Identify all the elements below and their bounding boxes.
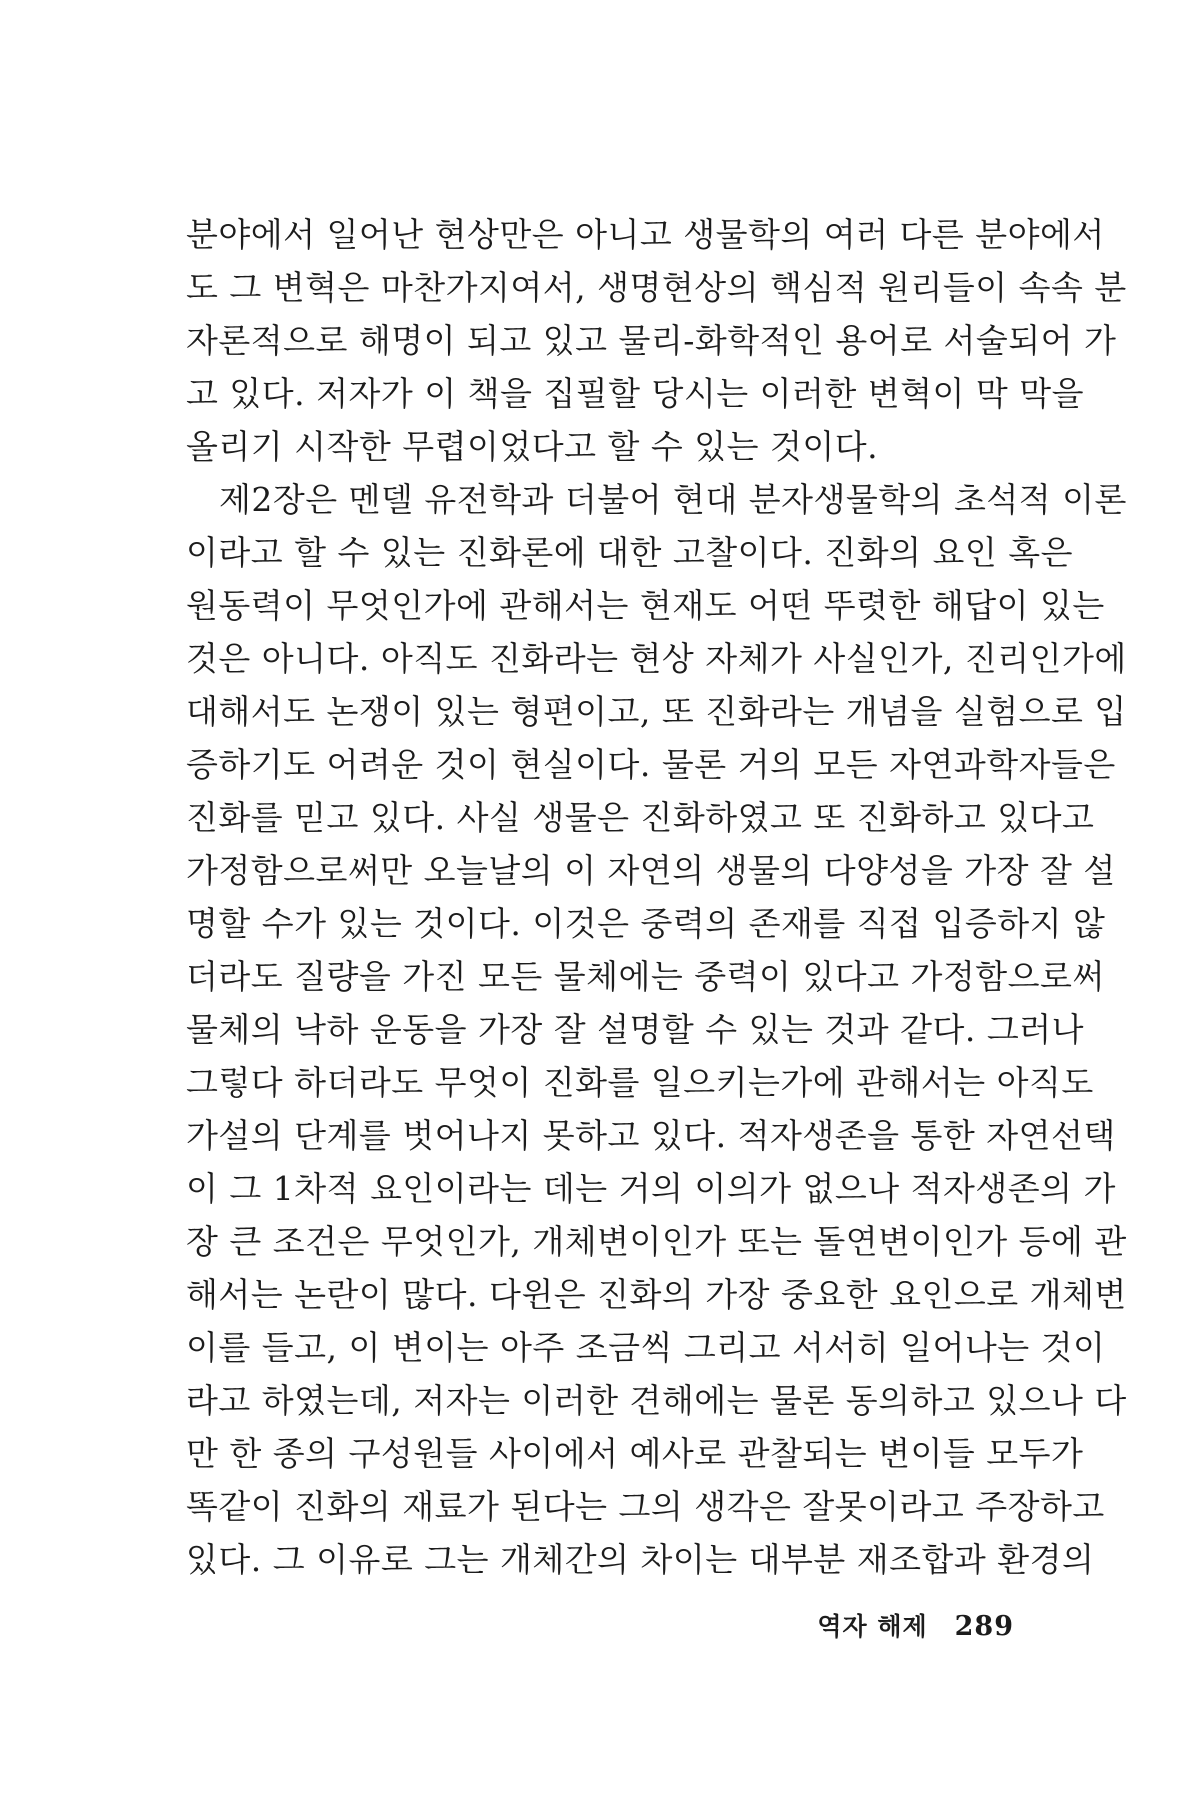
text-line: 더라도 질량을 가진 모든 물체에는 중력이 있다고 가정함으로써 <box>186 957 1105 996</box>
running-footer <box>817 1607 1014 1643</box>
text-line: 올리기 시작한 무렵이었다고 할 수 있는 것이다. <box>186 427 879 466</box>
text-line: 진화를 믿고 있다. 사실 생물은 진화하였고 또 진화하고 있다고 <box>186 798 1095 837</box>
text-line: 것은 아니다. 아직도 진화라는 현상 자체가 사실인가, 진리인가에 <box>186 639 1127 678</box>
text-line: 라고 하였는데, 저자는 이러한 견해에는 물론 동의하고 있으나 다 <box>186 1381 1127 1420</box>
text-line: 물체의 낙하 운동을 가장 잘 설명할 수 있는 것과 같다. 그러나 <box>186 1010 1084 1049</box>
section-label: 역자 해제 <box>817 1612 928 1641</box>
paragraph-1 <box>186 208 1127 473</box>
text-line: 똑같이 진화의 재료가 된다는 그의 생각은 잘못이라고 주장하고 <box>186 1487 1105 1526</box>
text-line: 가정함으로써만 오늘날의 이 자연의 생물의 다양성을 가장 잘 설 <box>186 851 1116 890</box>
paragraph-2 <box>186 473 1127 1586</box>
text-line: 이라고 할 수 있는 진화론에 대한 고찰이다. 진화의 요인 혹은 <box>186 533 1073 572</box>
text-line: 이를 들고, 이 변이는 아주 조금씩 그리고 서서히 일어나는 것이 <box>186 1328 1106 1367</box>
text-line: 만 한 종의 구성원들 사이에서 예사로 관찰되는 변이들 모두가 <box>186 1434 1084 1473</box>
text-line: 원동력이 무엇인가에 관해서는 현재도 어떤 뚜렷한 해답이 있는 <box>186 586 1105 625</box>
text-line: 도 그 변혁은 마찬가지여서, 생명현상의 핵심적 원리들이 속속 분 <box>186 268 1127 307</box>
text-line: 자론적으로 해명이 되고 있고 물리-화학적인 용어로 서술되어 가 <box>186 321 1117 360</box>
text-line: 대해서도 논쟁이 있는 형편이고, 또 진화라는 개념을 실험으로 입 <box>186 692 1127 731</box>
text-line: 해서는 논란이 많다. 다윈은 진화의 가장 중요한 요인으로 개체변 <box>186 1275 1127 1314</box>
page-number: 289 <box>954 1611 1014 1642</box>
text-line: 분야에서 일어난 현상만은 아니고 생물학의 여러 다른 분야에서 <box>186 215 1105 254</box>
text-line: 그렇다 하더라도 무엇이 진화를 일으키는가에 관해서는 아직도 <box>186 1063 1094 1102</box>
body-text <box>186 208 1127 1586</box>
text-line: 가설의 단계를 벗어나지 못하고 있다. 적자생존을 통한 자연선택 <box>186 1116 1116 1155</box>
text-line: 장 큰 조건은 무엇인가, 개체변이인가 또는 돌연변이인가 등에 관 <box>186 1222 1127 1261</box>
text-line: 있다. 그 이유로 그는 개체간의 차이는 대부분 재조합과 환경의 <box>186 1540 1095 1579</box>
text-line: 명할 수가 있는 것이다. 이것은 중력의 존재를 직접 입증하지 않 <box>186 904 1106 943</box>
text-line: 제2장은 멘델 유전학과 더불어 현대 분자생물학의 초석적 이론 <box>219 480 1127 519</box>
text-line: 증하기도 어려운 것이 현실이다. 물론 거의 모든 자연과학자들은 <box>186 745 1116 784</box>
text-line: 이 그 1차적 요인이라는 데는 거의 이의가 없으나 적자생존의 가 <box>186 1169 1116 1208</box>
text-line: 고 있다. 저자가 이 책을 집필할 당시는 이러한 변혁이 막 막을 <box>186 374 1084 413</box>
